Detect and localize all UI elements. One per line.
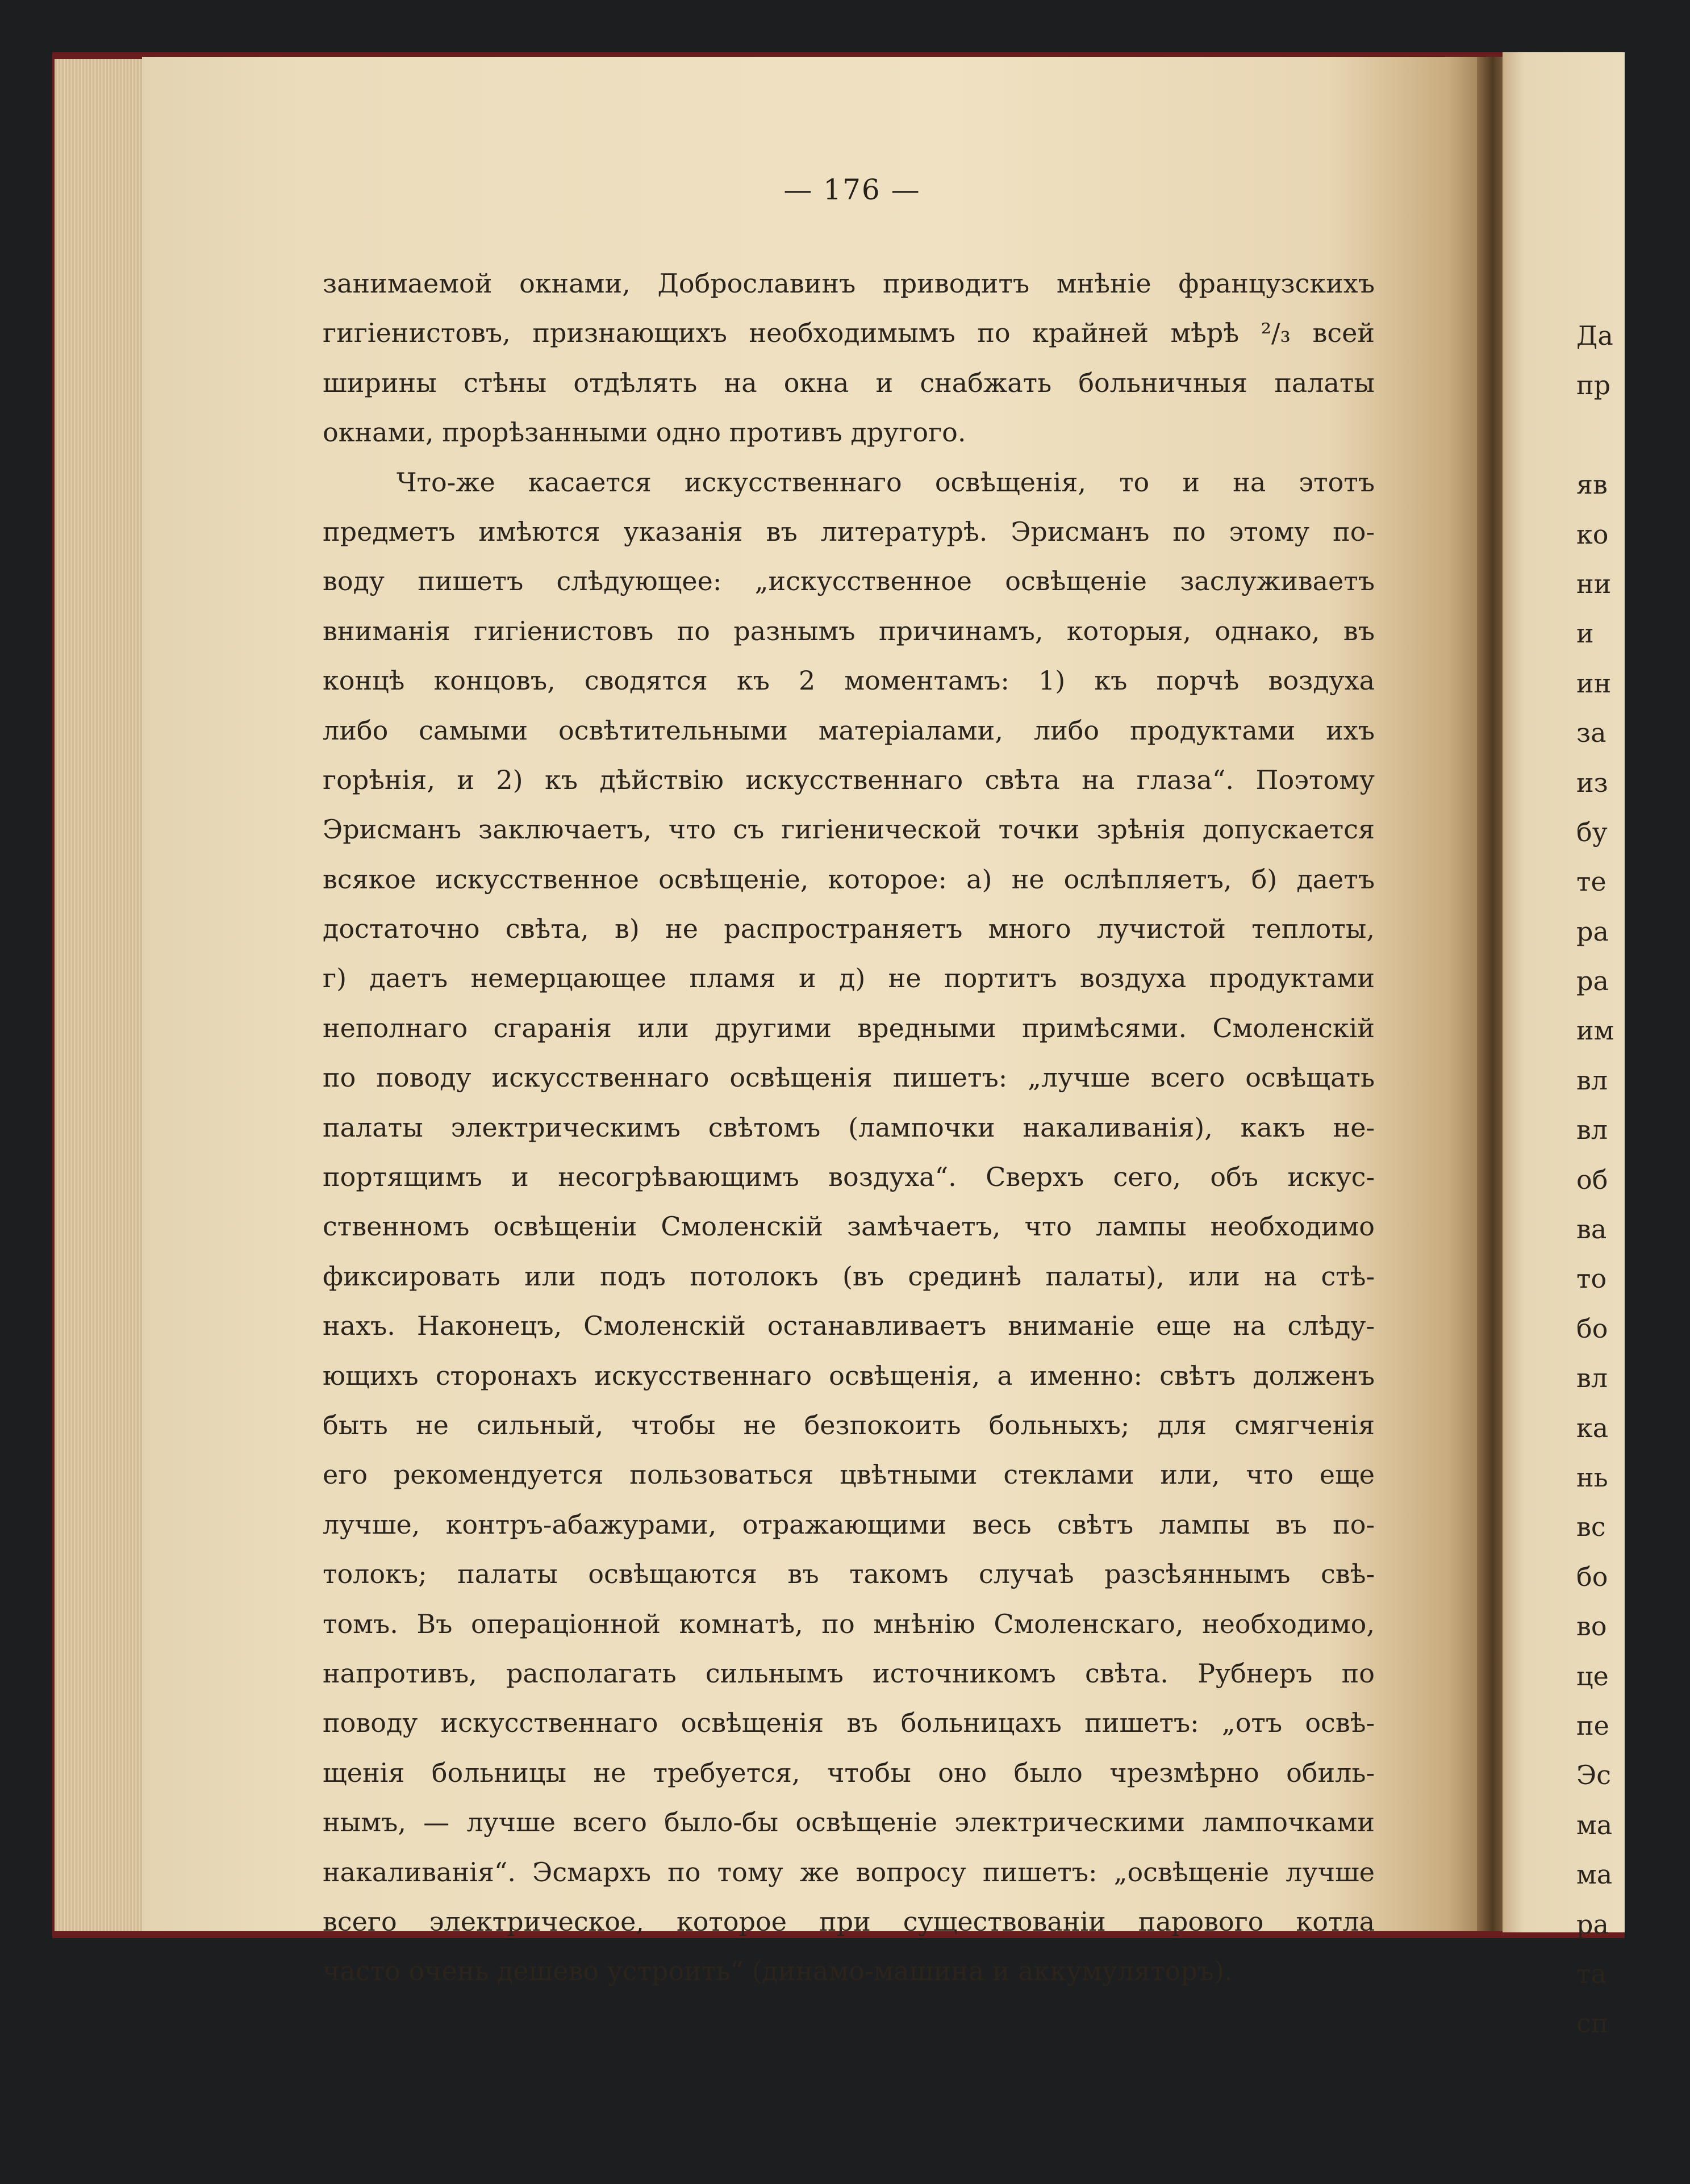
text-line: горѣнія, и 2) къ дѣйствію искусственнаго свѣта на глаза“. Поэтому — [323, 764, 1375, 795]
right-page-line-fragment: вл — [1576, 1363, 1608, 1394]
right-page — [1503, 52, 1625, 2039]
text-line: портящимъ и несогрѣвающимъ воздуха“. Сверхъ сего, объ искус- — [323, 1162, 1375, 1193]
right-page-line-fragment: то — [1576, 1263, 1607, 1294]
text-line: быть не сильный, чтобы не безпокоить больныхъ; для смягченія — [323, 1409, 1375, 1440]
right-page-line-fragment: ра — [1576, 1909, 1609, 1940]
right-page-line-fragment: за — [1576, 717, 1606, 749]
right-page-line-fragment: пе — [1576, 1710, 1609, 1741]
right-page-line-fragment: Да — [1576, 320, 1613, 351]
right-page-line-fragment: те — [1576, 866, 1606, 897]
text-line: по поводу искусственнаго освѣщенія пишетъ: „лучше всего освѣщать — [323, 1062, 1375, 1093]
right-page-line-fragment: из — [1576, 767, 1608, 798]
right-page-line-fragment: вс — [1576, 1511, 1606, 1543]
right-page-line-fragment: пр — [1576, 370, 1611, 401]
text-line: лучше, контръ-абажурами, отражающими весь свѣтъ лампы въ по- — [323, 1509, 1375, 1540]
right-page-line-fragment: ва — [1576, 1214, 1607, 1245]
text-line: часто очень дешево устроить“ (динамо-машина и аккумуляторъ). — [323, 1956, 1233, 1987]
text-line: достаточно свѣта, в) не распространяетъ много лучистой теплоты, — [323, 913, 1375, 945]
right-page-line-fragment: бо — [1576, 1313, 1608, 1344]
right-page-line-fragment: ни — [1576, 568, 1612, 599]
right-page-line-fragment: ко — [1576, 519, 1609, 550]
right-page-line-fragment: бо — [1576, 1561, 1608, 1592]
text-line: г) даетъ немерцающее пламя и д) не портитъ воздуха продуктами — [323, 963, 1375, 994]
page-number: — 176 — — [783, 173, 921, 206]
text-line: ширины стѣны отдѣлять на окна и снабжать больничныя палаты — [323, 367, 1375, 398]
right-page-line-fragment: ка — [1576, 1412, 1609, 1443]
right-page-line-fragment: ма — [1576, 1859, 1613, 1890]
text-line: Эрисманъ заключаетъ, что съ гигіенической точки зрѣнія допускается — [323, 814, 1375, 845]
right-page-line-fragment: та — [1576, 1958, 1606, 1989]
right-page-line-fragment: ма — [1576, 1809, 1613, 1840]
text-line: Что-же касается искусственнаго освѣщенія, то и на этотъ — [397, 466, 1375, 498]
text-line: щенія больницы не требуется, чтобы оно было чрезмѣрно обиль- — [323, 1757, 1375, 1788]
text-line: накаливанія“. Эсмархъ по тому же вопросу пишетъ: „освѣщеніе лучше — [323, 1856, 1375, 1887]
text-line: его рекомендуется пользоваться цвѣтными стеклами или, что еще — [323, 1459, 1375, 1490]
text-line: всего электрическое, которое при существованіи парового котла — [323, 1906, 1375, 1937]
right-page-line-fragment: бу — [1576, 816, 1608, 847]
text-line: нахъ. Наконецъ, Смоленскій останавливаетъ вниманіе еще на слѣду- — [323, 1310, 1375, 1342]
text-line: предметъ имѣются указанія въ литературѣ. Эрисманъ по этому по- — [323, 516, 1375, 547]
right-page-line-fragment: ин — [1576, 667, 1612, 699]
text-line: палаты электрическимъ свѣтомъ (лампочки накаливанія), какъ не- — [323, 1112, 1375, 1143]
right-page-line-fragment — [1576, 411, 1690, 460]
right-page-line-fragment: ра — [1576, 916, 1609, 947]
text-line: ственномъ освѣщеніи Смоленскій замѣчаетъ, что лампы необходимо — [323, 1211, 1375, 1242]
page-body-text — [323, 259, 1375, 1997]
text-line: всякое искусственное освѣщеніе, которое: а) не ослѣпляетъ, б) даетъ — [323, 863, 1375, 895]
page-stack-edge — [55, 59, 147, 1931]
text-line: толокъ; палаты освѣщаются въ такомъ случаѣ разсѣяннымъ свѣ- — [323, 1559, 1375, 1590]
text-line: либо самыми освѣтительными матеріалами, либо продуктами ихъ — [323, 715, 1375, 746]
text-line: фиксировать или подъ потолокъ (въ срединѣ палаты), или на стѣ- — [323, 1260, 1375, 1292]
text-line: поводу искусственнаго освѣщенія въ больницахъ пишетъ: „отъ освѣ- — [323, 1707, 1375, 1739]
right-page-line-fragment: Эс — [1576, 1760, 1611, 1791]
right-page-line-fragment: сп — [1576, 2008, 1609, 2039]
right-page-line-fragment: ра — [1576, 966, 1609, 997]
book-gutter — [1477, 57, 1505, 1931]
text-line: ющихъ сторонахъ искусственнаго освѣщенія, а именно: свѣтъ долженъ — [323, 1360, 1375, 1391]
right-page-text — [1576, 311, 1690, 2049]
text-line: нымъ, — лучше всего было-бы освѣщеніе электрическими лампочками — [323, 1807, 1375, 1838]
right-page-line-fragment: це — [1576, 1660, 1609, 1692]
text-line: концѣ концовъ, сводятся къ 2 моментамъ: 1) къ порчѣ воздуха — [323, 665, 1375, 696]
right-page-line-fragment: нь — [1576, 1461, 1608, 1493]
text-line: вниманія гигіенистовъ по разнымъ причинамъ, которыя, однако, въ — [323, 615, 1375, 646]
text-line: гигіенистовъ, признающихъ необходимымъ по крайней мѣрѣ ²/₃ всей — [323, 318, 1375, 349]
text-line: занимаемой окнами, Доброславинъ приводитъ мнѣніе французскихъ — [323, 268, 1375, 299]
right-page-line-fragment: вл — [1576, 1114, 1608, 1146]
text-line: томъ. Въ операціонной комнатѣ, по мнѣнію Смоленскаго, необходимо, — [323, 1608, 1375, 1639]
text-line: воду пишетъ слѣдующее: „искусственное освѣщеніе заслуживаетъ — [323, 566, 1375, 597]
right-page-line-fragment: во — [1576, 1611, 1607, 1642]
text-line: неполнаго сгаранія или другими вредными примѣсями. Смоленскій — [323, 1012, 1375, 1043]
right-page-line-fragment: яв — [1576, 469, 1608, 500]
text-line: окнами, прорѣзанными одно противъ другого. — [323, 417, 966, 448]
right-page-line-fragment: и — [1576, 618, 1594, 649]
right-page-line-fragment: вл — [1576, 1064, 1608, 1096]
text-line: напротивъ, располагать сильнымъ источникомъ свѣта. Рубнеръ по — [323, 1657, 1375, 1689]
right-page-line-fragment: об — [1576, 1164, 1608, 1195]
right-page-line-fragment: им — [1576, 1015, 1614, 1046]
